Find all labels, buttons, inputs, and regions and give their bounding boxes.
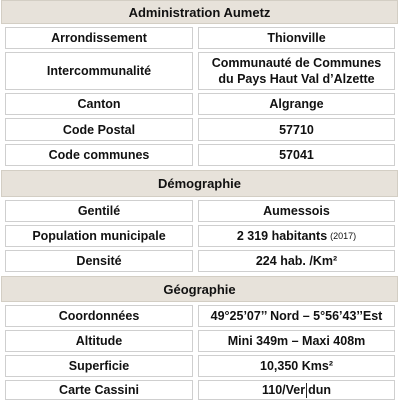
label-code-communes: Code communes xyxy=(5,144,193,166)
section-header-demographie: Démographie xyxy=(1,170,398,197)
value-coordonnees: 49°25’07’’ Nord – 5°56’43’’Est xyxy=(198,305,395,327)
carte-cassini-text-start: 110/Ver xyxy=(261,383,306,397)
population-year-note: (2017) xyxy=(330,231,357,241)
label-coordonnees: Coordonnées xyxy=(5,305,193,327)
value-code-postal: 57710 xyxy=(198,118,395,141)
value-intercommunalite-line1: Communauté de Communes xyxy=(211,56,382,70)
value-population xyxy=(198,225,395,247)
label-carte-cassini: Carte Cassini xyxy=(5,380,193,400)
section-header-geographie: Géographie xyxy=(1,276,398,302)
value-carte-cassini[interactable] xyxy=(198,380,395,400)
value-densite: 224 hab. /Km² xyxy=(198,250,395,272)
label-densite: Densité xyxy=(5,250,193,272)
value-gentile: Aumessois xyxy=(198,200,395,222)
value-superficie: 10,350 Kms² xyxy=(198,355,395,377)
value-code-communes: 57041 xyxy=(198,144,395,166)
value-intercommunalite xyxy=(198,52,395,90)
value-arrondissement: Thionville xyxy=(198,27,395,49)
value-altitude: Mini 349m – Maxi 408m xyxy=(198,330,395,352)
section-header-administration: Administration Aumetz xyxy=(1,0,398,24)
value-canton: Algrange xyxy=(198,93,395,115)
carte-cassini-text-end: dun xyxy=(308,383,332,397)
label-code-postal: Code Postal xyxy=(5,118,193,141)
label-canton: Canton xyxy=(5,93,193,115)
label-superficie: Superficie xyxy=(5,355,193,377)
label-population: Population municipale xyxy=(5,225,193,247)
label-intercommunalite: Intercommunalité xyxy=(5,52,193,90)
population-value: 2 319 habitants xyxy=(236,229,328,243)
label-altitude: Altitude xyxy=(5,330,193,352)
value-intercommunalite-line2: du Pays Haut Val d’Alzette xyxy=(218,72,375,86)
label-gentile: Gentilé xyxy=(5,200,193,222)
text-cursor xyxy=(306,383,307,398)
label-arrondissement: Arrondissement xyxy=(5,27,193,49)
